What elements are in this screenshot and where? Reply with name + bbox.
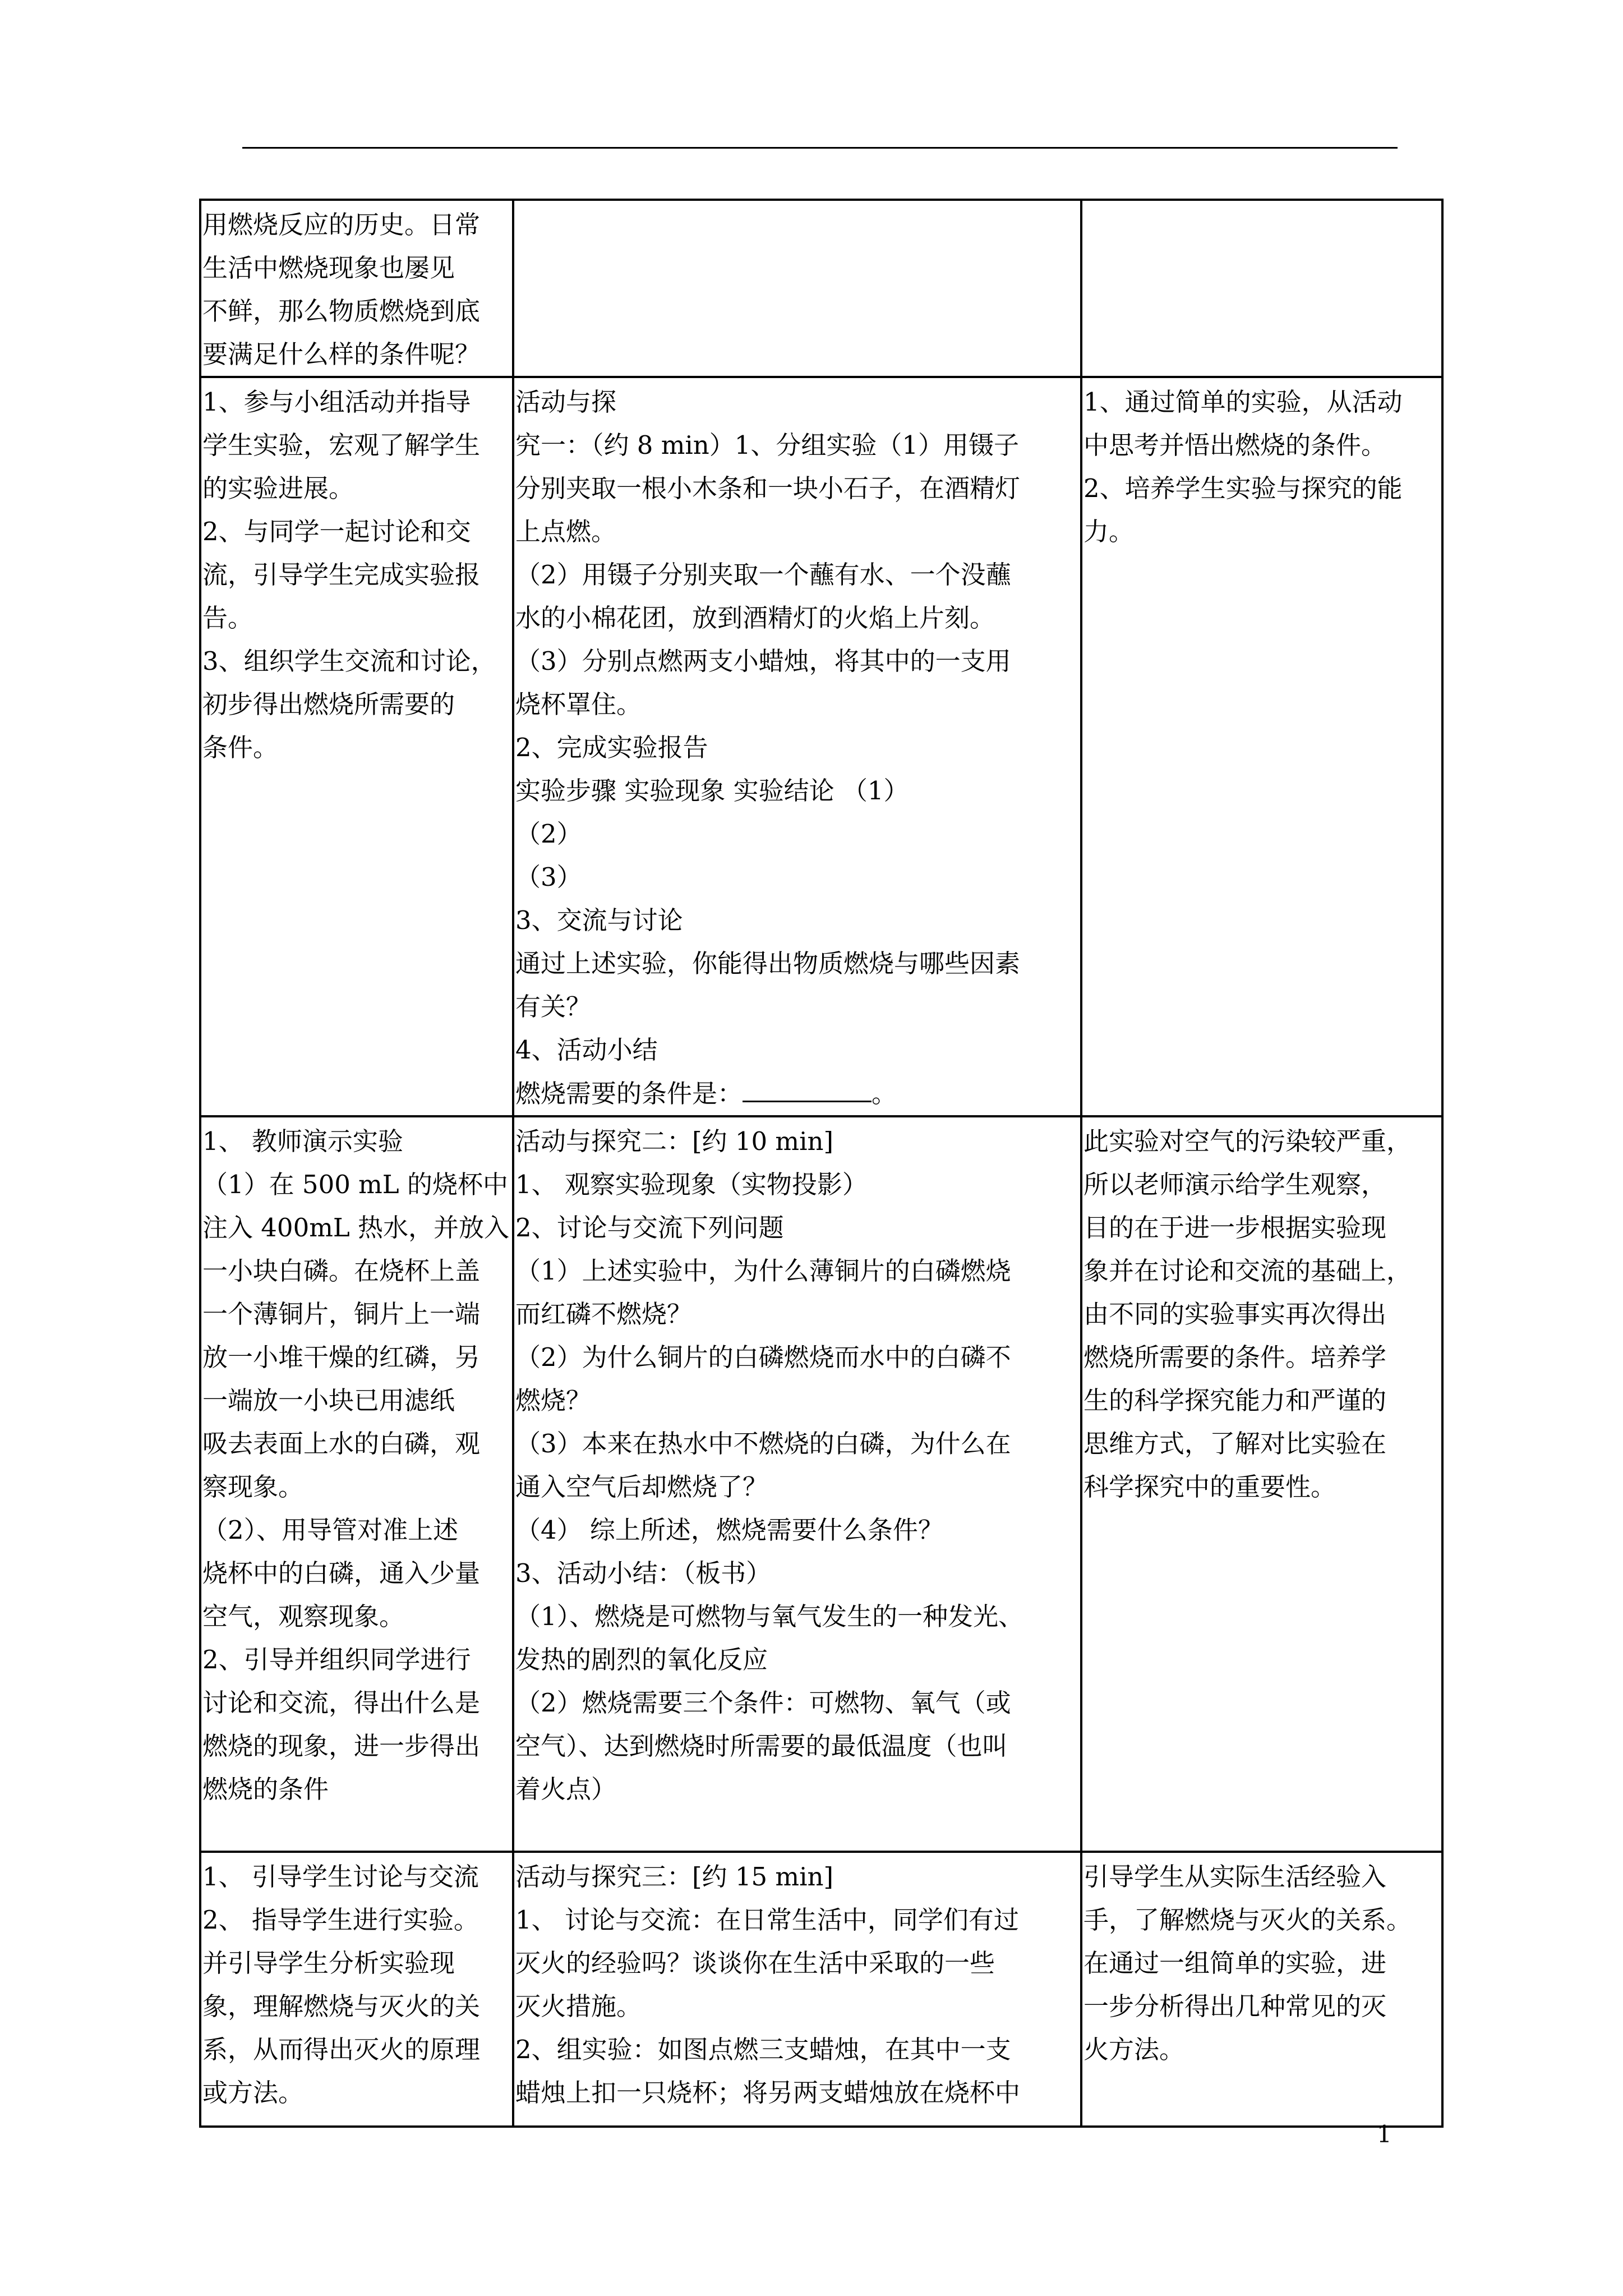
text-line: （3）	[515, 862, 582, 892]
text-line: 一个薄铜片，铜片上一端	[202, 1299, 481, 1329]
text-line: （4） 综上所述，燃烧需要什么条件？	[515, 1515, 943, 1545]
text-line: 象，理解燃烧与灭火的关	[202, 1991, 481, 2021]
text-line: 2、与同学一起讨论和交	[202, 517, 471, 546]
table-row	[200, 1116, 1442, 1852]
lesson-plan-table	[199, 199, 1444, 2128]
text-line: 告。	[202, 603, 253, 633]
teacher-activity-cell	[200, 200, 513, 377]
text-line: 烧杯罩住。	[515, 689, 642, 719]
text-line: 初步得出燃烧所需要的	[202, 689, 455, 719]
text-line: 2、 指导学生进行实验。	[202, 1905, 479, 1935]
student-activity-cell	[513, 377, 1081, 1116]
text-line: （3）本来在热水中不燃烧的白磷，为什么在	[515, 1429, 1011, 1458]
answer-blank	[743, 1071, 872, 1102]
table-row	[200, 377, 1442, 1116]
text-line: 3、交流与讨论	[515, 905, 683, 935]
student-activity-cell	[513, 1116, 1081, 1852]
text-line: 并引导学生分析实验现	[202, 1948, 455, 1978]
teacher-activity-cell	[200, 1852, 513, 2127]
text-line: 引导学生从实际生活经验入	[1083, 1862, 1387, 1892]
text-line: 燃烧所需要的条件。培养学	[1083, 1342, 1387, 1372]
text-line: 一步分析得出几种常见的灭	[1083, 1991, 1387, 2021]
text-line: 此实验对空气的污染较严重，	[1083, 1126, 1412, 1156]
text-line: 一端放一小块已用滤纸	[202, 1386, 455, 1415]
text-line: 不鲜，那么物质燃烧到底	[202, 296, 481, 326]
text-line: 实验步骤 实验现象 实验结论 （1）	[515, 776, 909, 806]
text-line: 目的在于进一步根据实验现	[1083, 1213, 1387, 1243]
text-line: 科学探究中的重要性。	[1083, 1472, 1336, 1502]
text-line: 流，引导学生完成实验报	[202, 560, 481, 590]
text-line: 2、组实验：如图点燃三支蜡烛，在其中一支	[515, 2035, 1011, 2064]
table-row	[200, 200, 1442, 377]
text-line: 系，从而得出灭火的原理	[202, 2035, 481, 2064]
text-line: 注入 400mL 热水，并放入	[202, 1213, 510, 1243]
text-line: 蜡烛上扣一只烧杯；将另两支蜡烛放在烧杯中	[515, 2078, 1021, 2108]
text-line: 2、讨论与交流下列问题	[515, 1213, 784, 1243]
fill-in-prompt: 燃烧需要的条件是：	[515, 1079, 743, 1108]
student-activity-cell	[513, 200, 1081, 377]
text-line: 中思考并悟出燃烧的条件。	[1083, 430, 1387, 460]
design-intent-cell	[1081, 1116, 1442, 1852]
text-line: 手，了解燃烧与灭火的关系。	[1083, 1905, 1412, 1935]
text-line: 灭火措施。	[515, 1991, 642, 2021]
text-line: 1、通过简单的实验，从活动	[1083, 387, 1403, 417]
text-line: 象并在讨论和交流的基础上，	[1083, 1256, 1412, 1286]
text-line: 燃烧的现象，进一步得出	[202, 1731, 481, 1761]
text-line: 用燃烧反应的历史。日常	[202, 210, 481, 240]
text-line: 通入空气后却燃烧了？	[515, 1472, 768, 1502]
text-line: 2、完成实验报告	[515, 733, 708, 762]
text-line: （2）用镊子分别夹取一个蘸有水、一个没蘸	[515, 560, 1011, 590]
text-line: 察现象。	[202, 1472, 304, 1502]
text-line: （3）分别点燃两支小蜡烛，将其中的一支用	[515, 646, 1011, 676]
text-line: 空气）、达到燃烧时所需要的最低温度（也叫	[515, 1731, 1008, 1761]
text-line: （2）	[515, 819, 582, 849]
text-line: 3、组织学生交流和讨论，	[202, 646, 496, 676]
text-line: 2、培养学生实验与探究的能	[1083, 473, 1403, 503]
table-row	[200, 1852, 1442, 2127]
teacher-activity-cell	[200, 1116, 513, 1852]
text-line: 3、活动小结：（板书）	[515, 1558, 772, 1588]
text-line: 空气，观察现象。	[202, 1602, 405, 1631]
text-line: （1）上述实验中，为什么薄铜片的白磷燃烧	[515, 1256, 1011, 1286]
text-line: 通过上述实验，你能得出物质燃烧与哪些因素	[515, 949, 1021, 978]
text-line: 烧杯中的白磷，通入少量	[202, 1558, 481, 1588]
text-line: 的实验进展。	[202, 473, 354, 503]
text-line: （2）为什么铜片的白磷燃烧而水中的白磷不	[515, 1342, 1011, 1372]
text-line: 思维方式，了解对比实验在	[1083, 1429, 1387, 1458]
text-line: 1、 教师演示实验	[202, 1126, 403, 1156]
design-intent-cell	[1081, 200, 1442, 377]
text-line: 火方法。	[1083, 2035, 1185, 2064]
text-line: （2）燃烧需要三个条件：可燃物、氧气（或	[515, 1688, 1011, 1718]
text-line: 究一：（约 8 min）1、分组实验（1）用镊子	[515, 430, 1020, 460]
text-line: 或方法。	[202, 2078, 304, 2108]
text-line: 4、活动小结	[515, 1035, 658, 1065]
text-line: 吸去表面上水的白磷，观	[202, 1429, 481, 1458]
design-intent-cell	[1081, 377, 1442, 1116]
text-line: （2）、用导管对准上述	[202, 1515, 459, 1545]
text-line: （1）在 500 mL 的烧杯中	[202, 1170, 508, 1199]
text-line: 条件。	[202, 733, 279, 762]
text-line: 生的科学探究能力和严谨的	[1083, 1386, 1387, 1415]
text-line: 1、 观察实验现象（实物投影）	[515, 1170, 868, 1199]
text-line: 生活中燃烧现象也屡见	[202, 253, 455, 283]
text-line: 2、引导并组织同学进行	[202, 1645, 471, 1674]
text-line: 上点燃。	[515, 517, 617, 546]
text-line: 放一小堆干燥的红磷，另	[202, 1342, 481, 1372]
text-line: 燃烧？	[515, 1386, 592, 1415]
text-line: 活动与探究二：[约 10 min]	[515, 1126, 834, 1156]
text-line: 发热的剧烈的氧化反应	[515, 1645, 768, 1674]
text-line: 在通过一组简单的实验，进	[1083, 1948, 1387, 1978]
design-intent-cell	[1081, 1852, 1442, 2127]
text-line: 而红磷不燃烧？	[515, 1299, 693, 1329]
text-line: 要满足什么样的条件呢？	[202, 339, 481, 369]
student-activity-cell	[513, 1852, 1081, 2127]
text-line: 灭火的经验吗？谈谈你在生活中采取的一些	[515, 1948, 995, 1978]
text-line: 力。	[1083, 517, 1135, 546]
text-line: 1、 讨论与交流：在日常生活中，同学们有过	[515, 1905, 1019, 1935]
text-line: 由不同的实验事实再次得出	[1083, 1299, 1387, 1329]
header-rule	[242, 147, 1398, 149]
text-line: 讨论和交流，得出什么是	[202, 1688, 481, 1718]
fill-in-line	[515, 1071, 1079, 1115]
text-line: 学生实验，宏观了解学生	[202, 430, 481, 460]
text-line: 1、参与小组活动并指导	[202, 387, 471, 417]
text-line: 燃烧的条件	[202, 1774, 329, 1804]
text-line: 活动与探究三：[约 15 min]	[515, 1862, 834, 1892]
fill-in-suffix: 。	[872, 1079, 897, 1108]
text-line: 1、 引导学生讨论与交流	[202, 1862, 479, 1892]
text-line: 有关？	[515, 992, 592, 1022]
text-line: 所以老师演示给学生观察，	[1083, 1170, 1387, 1199]
text-line: （1）、燃烧是可燃物与氧气发生的一种发光、	[515, 1602, 1024, 1631]
text-line: 一小块白磷。在烧杯上盖	[202, 1256, 481, 1286]
teacher-activity-cell	[200, 377, 513, 1116]
text-line: 着火点）	[515, 1774, 617, 1804]
text-line: 活动与探	[515, 387, 617, 417]
page-number: 1	[1377, 2120, 1392, 2148]
text-line: 水的小棉花团，放到酒精灯的火焰上片刻。	[515, 603, 995, 633]
text-line: 分别夹取一根小木条和一块小石子，在酒精灯	[515, 473, 1021, 503]
